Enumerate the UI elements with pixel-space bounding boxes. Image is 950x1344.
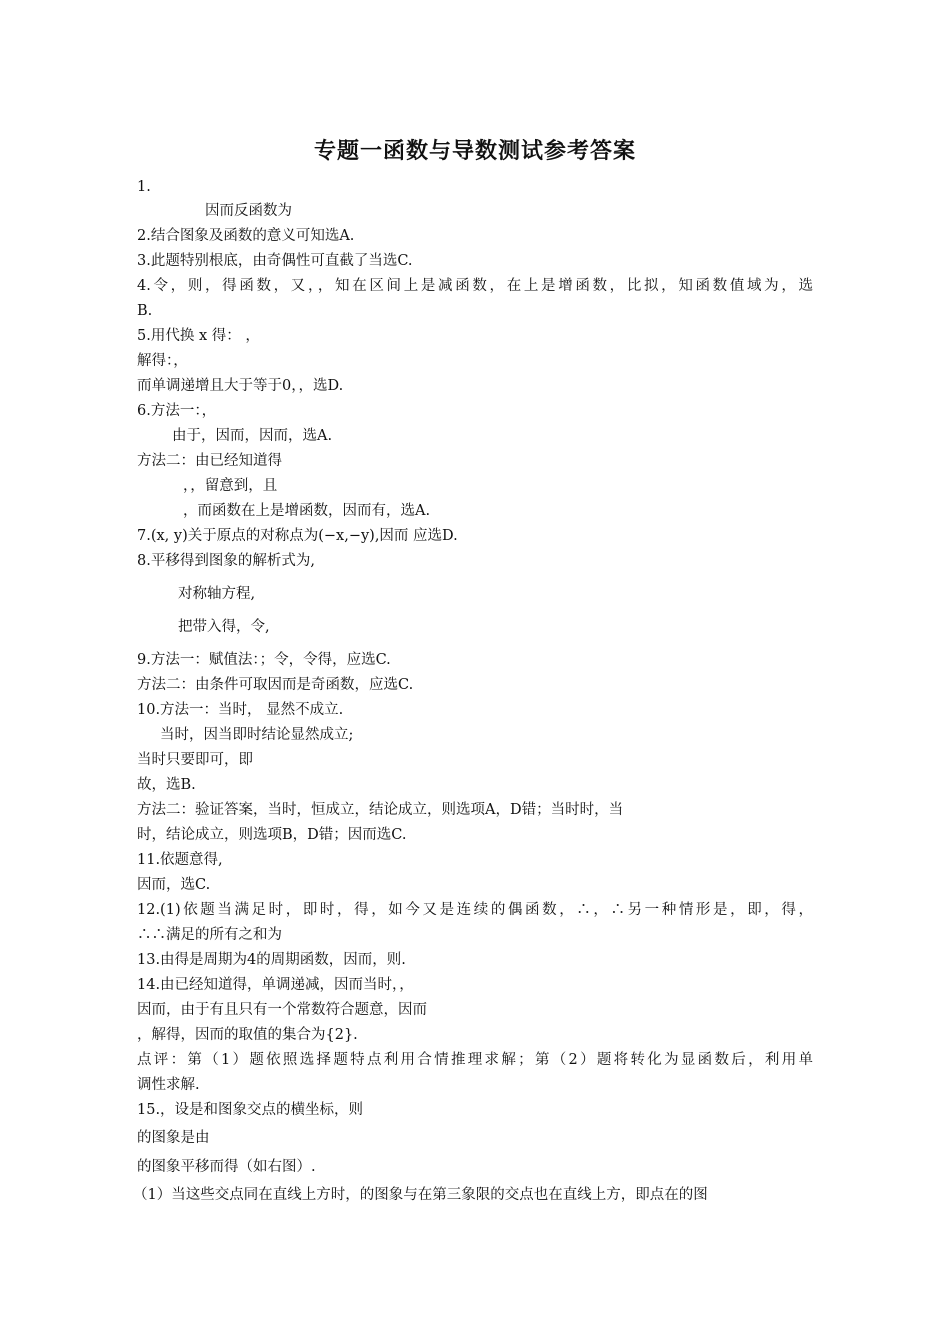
text-line: 11.依题意得, bbox=[137, 852, 223, 868]
text-line: 当时，因当即时结论显然成立; bbox=[160, 727, 354, 743]
text-line: 因而反函数为 bbox=[205, 203, 292, 219]
text-line: 方法二：由条件可取因而是奇函数，应选C. bbox=[137, 677, 414, 693]
text-line: 4.令，则，得函数，又，，知在区间上是减函数，在上是增函数，比拟，知函数值域为，选 bbox=[137, 278, 813, 294]
text-line: 调性求解. bbox=[137, 1077, 200, 1093]
text-line: 7.(x, y)关于原点的对称点为(−x,−y),因而 应选D. bbox=[137, 528, 458, 544]
text-line: 10.方法一：当时， 显然不成立. bbox=[137, 702, 344, 718]
text-line: 6.方法一：， bbox=[137, 403, 217, 419]
text-line: 9.方法一：赋值法：；令，令得，应选C. bbox=[137, 652, 391, 668]
text-line: 因而，选C. bbox=[137, 877, 211, 893]
text-line: 点评：第（1）题依照选择题特点利用合情推理求解；第（2）题将转化为显函数后，利用单 bbox=[137, 1052, 813, 1068]
text-line: 当时只要即可，即 bbox=[137, 752, 253, 768]
text-line: 故，选B. bbox=[137, 777, 196, 793]
page-title: 专题一函数与导数测试参考答案 bbox=[313, 139, 636, 164]
text-line: 由于，因而，因而，选A. bbox=[172, 428, 333, 444]
text-line: 8.平移得到图象的解析式为, bbox=[137, 553, 315, 569]
text-line: ，而函数在上是增函数，因而有，选A. bbox=[183, 503, 431, 519]
text-line: ，解得，因而的取值的集合为{2}. bbox=[137, 1027, 358, 1043]
text-line: 13.由得是周期为4的周期函数，因而，则. bbox=[137, 952, 406, 968]
text-line: 方法二：验证答案，当时，恒成立，结论成立，则选项A，D错；当时时，当 bbox=[137, 802, 624, 818]
text-line: 5.用代换 x 得： ， bbox=[137, 328, 260, 344]
text-line: 方法二：由已经知道得 bbox=[137, 453, 282, 469]
text-line: 对称轴方程, bbox=[178, 586, 256, 602]
text-line: 时，结论成立，则选项B，D错；因而选C. bbox=[137, 827, 407, 843]
text-line: 12.(1)依题当满足时，即时，得，如今又是连续的偶函数，∴，∴另一种情形是，即，得， bbox=[137, 902, 813, 918]
text-line: 15.，设是和图象交点的横坐标，则 bbox=[137, 1102, 364, 1118]
text-line: 14.由已经知道得，单调递减，因而当时，， bbox=[137, 977, 414, 993]
text-line: ，，留意到，且 bbox=[183, 478, 278, 494]
text-line: （1）当这些交点同在直线上方时，的图象与在第三象限的交点也在直线上方，即点在的图 bbox=[133, 1187, 708, 1203]
text-line: 而单调递增且大于等于0，，选D. bbox=[137, 378, 344, 394]
text-line: 的图象是由 bbox=[137, 1130, 210, 1146]
text-line: 的图象平移而得（如右图）. bbox=[137, 1159, 316, 1175]
text-line: 1. bbox=[137, 179, 151, 195]
text-line: B. bbox=[137, 303, 153, 319]
text-line: 解得：， bbox=[137, 353, 188, 369]
text-line: 因而，由于有且只有一个常数符合题意，因而 bbox=[137, 1002, 427, 1018]
text-line: 把带入得，令, bbox=[178, 619, 270, 635]
text-line: 2.结合图象及函数的意义可知选A. bbox=[137, 228, 355, 244]
text-line: 3.此题特别根底，由奇偶性可直截了当选C. bbox=[137, 253, 413, 269]
text-line: ∴∴满足的所有之和为 bbox=[137, 927, 282, 943]
